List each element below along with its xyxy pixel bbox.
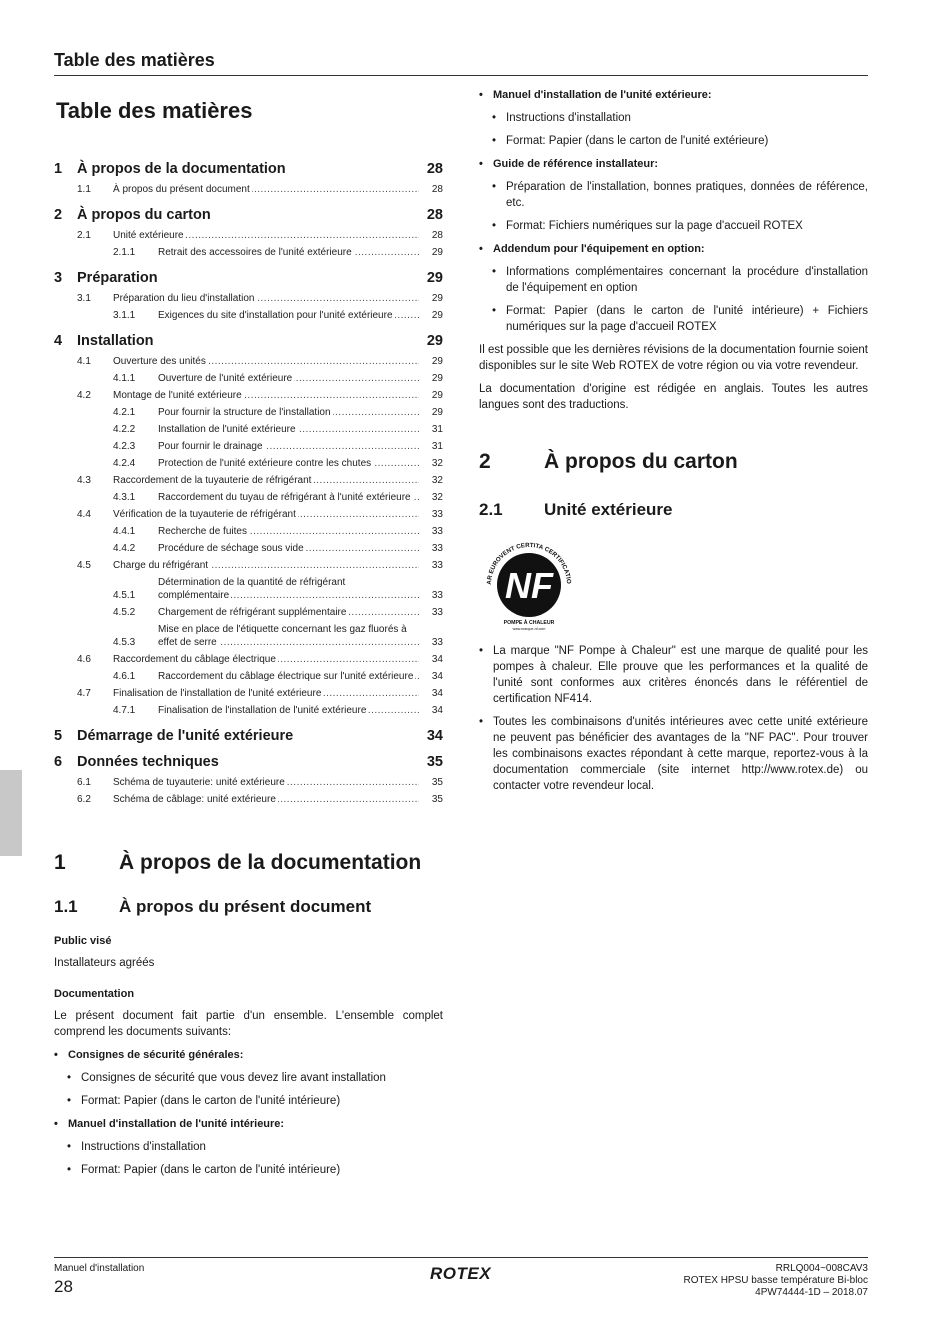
footer-doc-code: 4PW74444-1D – 2018.07 <box>755 1287 868 1298</box>
toc-entry-title-text: Ouverture de l'unité extérieure <box>158 373 293 384</box>
nf-logo-arc-text: AR EUROVENT CERTITA CERTIFICATIO <box>485 541 573 585</box>
doc-list-item <box>479 133 868 149</box>
left-column <box>54 92 443 1178</box>
toc-chapter-num: 5 <box>54 728 63 744</box>
toc-entry-title <box>158 423 419 436</box>
toc-entry-title <box>113 183 419 196</box>
bullet-marker: • <box>492 220 497 232</box>
toc-entry-number: 4.2.2 <box>113 424 136 435</box>
section-2-number: 2 <box>479 450 491 473</box>
doc-list-item-text: Format: Papier (dans le carton de l'unité intérieure) <box>81 1095 341 1107</box>
doc-list-item <box>54 1093 443 1109</box>
doc-list-group <box>54 1048 443 1063</box>
toc-entry-title <box>113 389 419 402</box>
toc-chapter-page: 35 <box>426 754 443 770</box>
toc-entry-number: 6.2 <box>77 794 91 805</box>
section-1-number: 1 <box>54 851 66 874</box>
original-language-paragraph: La documentation d'origine est rédigée en anglais. Toutes les autres langues sont des traductions. <box>479 383 868 411</box>
toc-entry-title-text: Retrait des accessoires de l'unité extérieure <box>158 247 352 258</box>
toc-entry-title <box>158 670 419 683</box>
toc-entry-page: 33 <box>431 607 443 618</box>
section-1-1-title: À propos du présent document <box>119 897 372 916</box>
bullet-marker: • <box>492 112 497 124</box>
toc-chapter[interactable] <box>54 206 443 224</box>
toc-entry-page: 34 <box>431 671 443 682</box>
toc-entry-title <box>113 776 419 789</box>
doc-list-item <box>54 1139 443 1155</box>
toc-entry[interactable] <box>54 438 443 455</box>
documentation-list <box>54 1048 443 1178</box>
toc-entry-page: 29 <box>431 356 443 367</box>
section-2-1-title: Unité extérieure <box>544 500 673 519</box>
toc-entry-number: 4.1.1 <box>113 373 136 384</box>
toc-entry-page: 29 <box>431 407 443 418</box>
toc-chapter[interactable] <box>54 269 443 287</box>
bullet-marker: • <box>492 266 497 278</box>
toc-entry-title-text: Montage de l'unité extérieure <box>113 390 242 401</box>
toc-entry-title-text: Finalisation de l'installation de l'unité extérieure <box>113 688 322 699</box>
nf-bullet-1-text: La marque "NF Pompe à Chaleur" est une marque de qualité pour les pompes à chaleur. Elle prouve que les performances et la qualité de l'unité sont conformes aux critères énoncés dans le référentiel de certification NF414. <box>493 645 868 705</box>
doc-list-item-text: Format: Fichiers numériques sur la page d'accueil ROTEX <box>506 220 803 232</box>
toc-chapter-page: 34 <box>426 728 443 744</box>
toc-entry-page: 35 <box>431 794 443 805</box>
toc-entry-number: 4.2 <box>77 390 91 401</box>
doc-list-item <box>479 303 868 335</box>
toc-entry-title-text: Raccordement de la tuyauterie de réfrigérant <box>113 475 312 486</box>
toc-entry-number: 4.1 <box>77 356 91 367</box>
toc-chapter-num: 1 <box>54 161 63 177</box>
toc-entry-number: 4.3 <box>77 475 91 486</box>
toc-chapter-num: 6 <box>54 754 63 770</box>
toc-entry[interactable] <box>54 685 443 702</box>
toc-entry[interactable] <box>54 370 443 387</box>
toc-entry[interactable] <box>54 540 443 557</box>
toc-entry-title <box>158 309 419 322</box>
toc-entry-number: 3.1.1 <box>113 310 136 321</box>
toc-entry-number: 3.1 <box>77 293 91 304</box>
footer-product-name: ROTEX HPSU basse température Bi-bloc <box>683 1275 868 1286</box>
toc-entry-title-text: Ouverture des unités <box>113 356 206 367</box>
toc-chapter-num: 2 <box>54 207 63 223</box>
bullet-marker: • <box>479 645 484 657</box>
audience-label: Public visé <box>54 935 112 947</box>
bullet-marker: • <box>492 305 497 317</box>
toc-entry-title <box>158 525 419 538</box>
toc-entry-title-text: Détermination de la quantité de réfrigérant complémentaire <box>158 577 346 601</box>
toc-entry-title <box>158 246 419 259</box>
toc-chapter-title: Données techniques <box>77 754 219 770</box>
documentation-intro: Le présent document fait partie d'un ensemble. L'ensemble complet comprend les documents suivants: <box>54 1010 443 1038</box>
toc-entry-title <box>113 474 419 487</box>
side-tab-marker <box>0 770 22 856</box>
toc-entry-title <box>158 406 419 419</box>
toc-entry[interactable] <box>54 387 443 404</box>
toc-entry-page: 29 <box>431 390 443 401</box>
section-2-heading <box>479 449 868 475</box>
toc-entry[interactable] <box>54 181 443 198</box>
toc-entry-title-text: Préparation du lieu d'installation <box>113 293 255 304</box>
doc-list-item-text: Format: Papier (dans le carton de l'unité intérieure) <box>81 1164 341 1176</box>
toc-entry-number: 2.1.1 <box>113 247 136 258</box>
toc-entry-title-text: Unité extérieure <box>113 230 184 241</box>
toc-entry-title <box>113 292 419 305</box>
toc-chapter-page: 29 <box>426 270 443 286</box>
toc-entry-number: 4.4 <box>77 509 91 520</box>
doc-list-group <box>479 88 868 103</box>
toc-entry-title <box>158 704 419 717</box>
section-2-title: À propos du carton <box>544 450 738 473</box>
toc-entry-title-text: Pour fournir le drainage <box>158 441 263 452</box>
toc-entry[interactable] <box>54 307 443 324</box>
toc-chapter[interactable] <box>54 160 443 178</box>
toc-entry-number: 4.5.2 <box>113 607 136 618</box>
toc-entry-title-text: Pour fournir la structure de l'installation <box>158 407 331 418</box>
doc-list-item <box>479 110 868 126</box>
toc-entry-title-text: Vérification de la tuyauterie de réfrigérant <box>113 509 296 520</box>
toc-chapter-title: À propos de la documentation <box>77 161 286 177</box>
bullet-marker: • <box>67 1164 72 1176</box>
section-1-heading <box>54 850 443 876</box>
bullet-marker: • <box>54 1118 58 1130</box>
nf-bullet-2-text: Toutes les combinaisons d'unités intérieures avec cette unité extérieure ne peuvent pas bénéficier des avantages de la "NF PAC". Pour trouver les combinaisons exactes répondant à cette marque, reportez-vous à la documentation commerciale (site internet http://www.rotex.de) ou contacter votre revendeur local. <box>493 716 868 792</box>
toc-entry[interactable] <box>54 353 443 370</box>
toc-entry-title-text: Finalisation de l'installation de l'unité extérieure <box>158 705 367 716</box>
toc-entry-number: 4.5 <box>77 560 91 571</box>
toc-entry[interactable] <box>54 421 443 438</box>
toc-entry-number: 4.4.1 <box>113 526 136 537</box>
toc-entry-page: 29 <box>431 293 443 304</box>
toc-chapter[interactable] <box>54 753 443 771</box>
toc-entry-title <box>158 576 419 602</box>
toc-entry-page: 34 <box>431 654 443 665</box>
toc-entry-number: 4.2.4 <box>113 458 136 469</box>
toc-chapter[interactable] <box>54 332 443 350</box>
doc-list-group-title: Consignes de sécurité générales: <box>68 1049 244 1061</box>
toc-chapter-title: À propos du carton <box>77 207 211 223</box>
toc-entry-page: 28 <box>431 184 443 195</box>
bullet-marker: • <box>54 1049 58 1061</box>
bullet-marker: • <box>479 89 483 101</box>
doc-list-group-title: Manuel d'installation de l'unité extérieure: <box>493 89 712 101</box>
doc-list-group <box>479 157 868 172</box>
toc-entry-title <box>113 687 419 700</box>
bullet-marker: • <box>492 181 497 193</box>
bullet-marker: • <box>67 1095 72 1107</box>
toc-entry[interactable] <box>54 668 443 685</box>
toc-chapter-title: Installation <box>77 333 154 349</box>
toc-entry[interactable] <box>54 791 443 808</box>
toc-entry-title-text: Raccordement du tuyau de réfrigérant à l'unité extérieure <box>158 492 411 503</box>
toc-entry-page: 33 <box>431 560 443 571</box>
toc-entry[interactable] <box>54 290 443 307</box>
nf-logo-mark: NF <box>505 565 553 606</box>
nf-logo-caption: POMPE À CHALEUR <box>503 620 555 626</box>
toc-entry-number: 4.6 <box>77 654 91 665</box>
toc-entry[interactable] <box>54 523 443 540</box>
toc-entry-page: 33 <box>431 509 443 520</box>
nf-bullet-1 <box>479 643 868 707</box>
toc-entry-title <box>158 491 419 504</box>
toc-entry-title-text: À propos du présent document <box>113 184 250 195</box>
revisions-paragraph: Il est possible que les dernières révisions de la documentation fournie soient disponibles sur le site Web ROTEX de votre région ou via votre revendeur. <box>479 344 868 372</box>
toc-entry-number: 2.1 <box>77 230 91 241</box>
toc-entry[interactable] <box>54 604 443 621</box>
toc-entry-title <box>113 355 419 368</box>
toc-entry-page: 31 <box>431 424 443 435</box>
bullet-marker: • <box>492 135 497 147</box>
toc-entry-title-text: Recherche de fuites <box>158 526 247 537</box>
toc-entry-number: 1.1 <box>77 184 91 195</box>
toc-entry-page: 29 <box>431 247 443 258</box>
toc-entry[interactable] <box>54 404 443 421</box>
toc-entry-page: 32 <box>431 492 443 503</box>
toc-entry-title <box>113 793 419 806</box>
toc-entry-number: 4.7 <box>77 688 91 699</box>
toc-entry-number: 4.5.3 <box>113 637 136 648</box>
running-header-title: Table des matières <box>54 50 215 70</box>
documentation-label: Documentation <box>54 988 135 1000</box>
rotex-logo: ROTEX <box>430 1264 492 1283</box>
toc-entry-number: 4.2.1 <box>113 407 136 418</box>
toc-entry-title <box>113 653 419 666</box>
doc-list-item-text: Instructions d'installation <box>506 112 631 124</box>
doc-list-item <box>479 264 868 296</box>
toc-chapter-page: 28 <box>426 207 443 223</box>
toc-entry-page: 35 <box>431 777 443 788</box>
toc-chapter-num: 4 <box>54 333 63 349</box>
audience-text: Installateurs agréés <box>54 957 155 969</box>
toc-entry-page: 31 <box>431 441 443 452</box>
doc-list-item-text: Instructions d'installation <box>81 1141 206 1153</box>
toc-entry[interactable] <box>54 557 443 574</box>
toc-chapter-num: 3 <box>54 270 63 286</box>
bullet-marker: • <box>67 1141 72 1153</box>
nf-bullet-2 <box>479 714 868 794</box>
toc-entry[interactable] <box>54 489 443 506</box>
toc-entry[interactable] <box>54 621 443 651</box>
toc-entry-number: 4.6.1 <box>113 671 136 682</box>
toc-entry-title-text: Mise en place de l'étiquette concernant les gaz fluorés à effet de serre <box>158 624 407 648</box>
toc-entry-title <box>113 559 419 572</box>
toc-entry-number: 4.5.1 <box>113 590 136 601</box>
toc-entry-page: 32 <box>431 475 443 486</box>
toc-entry-title <box>113 508 419 521</box>
toc-entry-page: 29 <box>431 373 443 384</box>
toc-entry-page: 33 <box>431 543 443 554</box>
section-2-1-number: 2.1 <box>479 500 503 519</box>
toc-chapter-title: Démarrage de l'unité extérieure <box>77 728 294 744</box>
footer-product-info <box>683 1263 868 1299</box>
doc-list-item-text: Informations complémentaires concernant la procédure d'installation de l'équipement en option <box>506 266 868 294</box>
section-2-1-heading <box>479 499 868 521</box>
toc-entry-title <box>158 606 419 619</box>
toc-entry[interactable] <box>54 774 443 791</box>
bullet-marker: • <box>479 158 483 170</box>
doc-list-group <box>54 1117 443 1132</box>
nf-certification-logo <box>479 535 579 631</box>
toc-entry-title <box>158 542 419 555</box>
toc-entry-title-text: Protection de l'unité extérieure contre les chutes <box>158 458 372 469</box>
toc-entry-title <box>158 623 419 649</box>
toc-entry-title <box>158 457 419 470</box>
toc-entry-title-text: Raccordement du câblage électrique <box>113 654 276 665</box>
toc-entry-title <box>113 229 419 242</box>
doc-list-item <box>54 1162 443 1178</box>
toc-entry-title-text: Procédure de séchage sous vide <box>158 543 304 554</box>
toc-entry-number: 6.1 <box>77 777 91 788</box>
toc-entry-page: 33 <box>431 590 443 601</box>
running-header <box>54 48 868 76</box>
toc-entry-title-text: Chargement de réfrigérant supplémentaire <box>158 607 347 618</box>
toc-chapter-page: 28 <box>426 161 443 177</box>
toc-entry[interactable] <box>54 574 443 604</box>
toc-entry[interactable] <box>54 472 443 489</box>
toc-entry-page: 32 <box>431 458 443 469</box>
table-of-contents <box>54 160 443 808</box>
toc-entry-title-text: Installation de l'unité extérieure <box>158 424 296 435</box>
bullet-marker: • <box>479 716 484 728</box>
toc-entry-title-text: Raccordement du câblage électrique sur l'unité extérieure <box>158 671 414 682</box>
right-column <box>479 88 868 794</box>
toc-entry-title <box>158 440 419 453</box>
doc-list-item <box>479 179 868 211</box>
doc-list-item-text: Format: Papier (dans le carton de l'unité intérieure) + Fichiers numériques sur la page d'accueil ROTEX <box>506 305 868 333</box>
toc-chapter[interactable] <box>54 727 443 745</box>
footer-model: RRLQ004~008CAV3 <box>775 1263 868 1274</box>
toc-entry-number: 4.2.3 <box>113 441 136 452</box>
toc-entry[interactable] <box>54 702 443 719</box>
doc-list-item <box>479 218 868 234</box>
toc-entry-page: 33 <box>431 637 443 648</box>
toc-entry-number: 4.7.1 <box>113 705 136 716</box>
doc-list-group-title: Guide de référence installateur: <box>493 158 659 170</box>
doc-list-item <box>54 1070 443 1086</box>
toc-entry[interactable] <box>54 244 443 261</box>
toc-entry-title-text: Exigences du site d'installation pour l'unité extérieure <box>158 310 393 321</box>
toc-entry[interactable] <box>54 651 443 668</box>
doc-list-group <box>479 242 868 257</box>
toc-entry-number: 4.4.2 <box>113 543 136 554</box>
bullet-marker: • <box>479 243 483 255</box>
toc-entry[interactable] <box>54 506 443 523</box>
doc-list-item-text: Préparation de l'installation, bonnes pratiques, données de référence, etc. <box>506 181 868 209</box>
toc-entry-title-text: Schéma de tuyauterie: unité extérieure <box>113 777 285 788</box>
section-1-title: À propos de la documentation <box>119 851 422 874</box>
footer-page-number: 28 <box>54 1277 73 1296</box>
toc-title: Table des matières <box>56 98 253 123</box>
section-1-1-heading <box>54 896 443 918</box>
toc-entry[interactable] <box>54 227 443 244</box>
page-footer <box>54 1257 868 1301</box>
nf-logo-url: www.marque-nf.com <box>512 627 546 631</box>
toc-entry-page: 28 <box>431 230 443 241</box>
toc-entry-page: 33 <box>431 526 443 537</box>
toc-entry-page: 34 <box>431 688 443 699</box>
footer-manual-label: Manuel d'installation <box>54 1263 145 1274</box>
toc-entry-number: 4.3.1 <box>113 492 136 503</box>
toc-chapter-page: 29 <box>426 333 443 349</box>
toc-entry-page: 29 <box>431 310 443 321</box>
toc-entry-page: 34 <box>431 705 443 716</box>
toc-entry-title-text: Charge du réfrigérant <box>113 560 209 571</box>
toc-entry-title-text: Schéma de câblage: unité extérieure <box>113 794 276 805</box>
doc-list-group-title: Manuel d'installation de l'unité intérieure: <box>68 1118 285 1130</box>
doc-list-group-title: Addendum pour l'équipement en option: <box>493 243 705 255</box>
section-1-1-number: 1.1 <box>54 897 78 916</box>
toc-entry[interactable] <box>54 455 443 472</box>
toc-entry-title <box>158 372 419 385</box>
doc-list-item-text: Consignes de sécurité que vous devez lire avant installation <box>81 1072 386 1084</box>
bullet-marker: • <box>67 1072 72 1084</box>
toc-chapter-title: Préparation <box>77 270 158 286</box>
doc-list-item-text: Format: Papier (dans le carton de l'unité extérieure) <box>506 135 769 147</box>
documentation-list-continued <box>479 88 868 335</box>
